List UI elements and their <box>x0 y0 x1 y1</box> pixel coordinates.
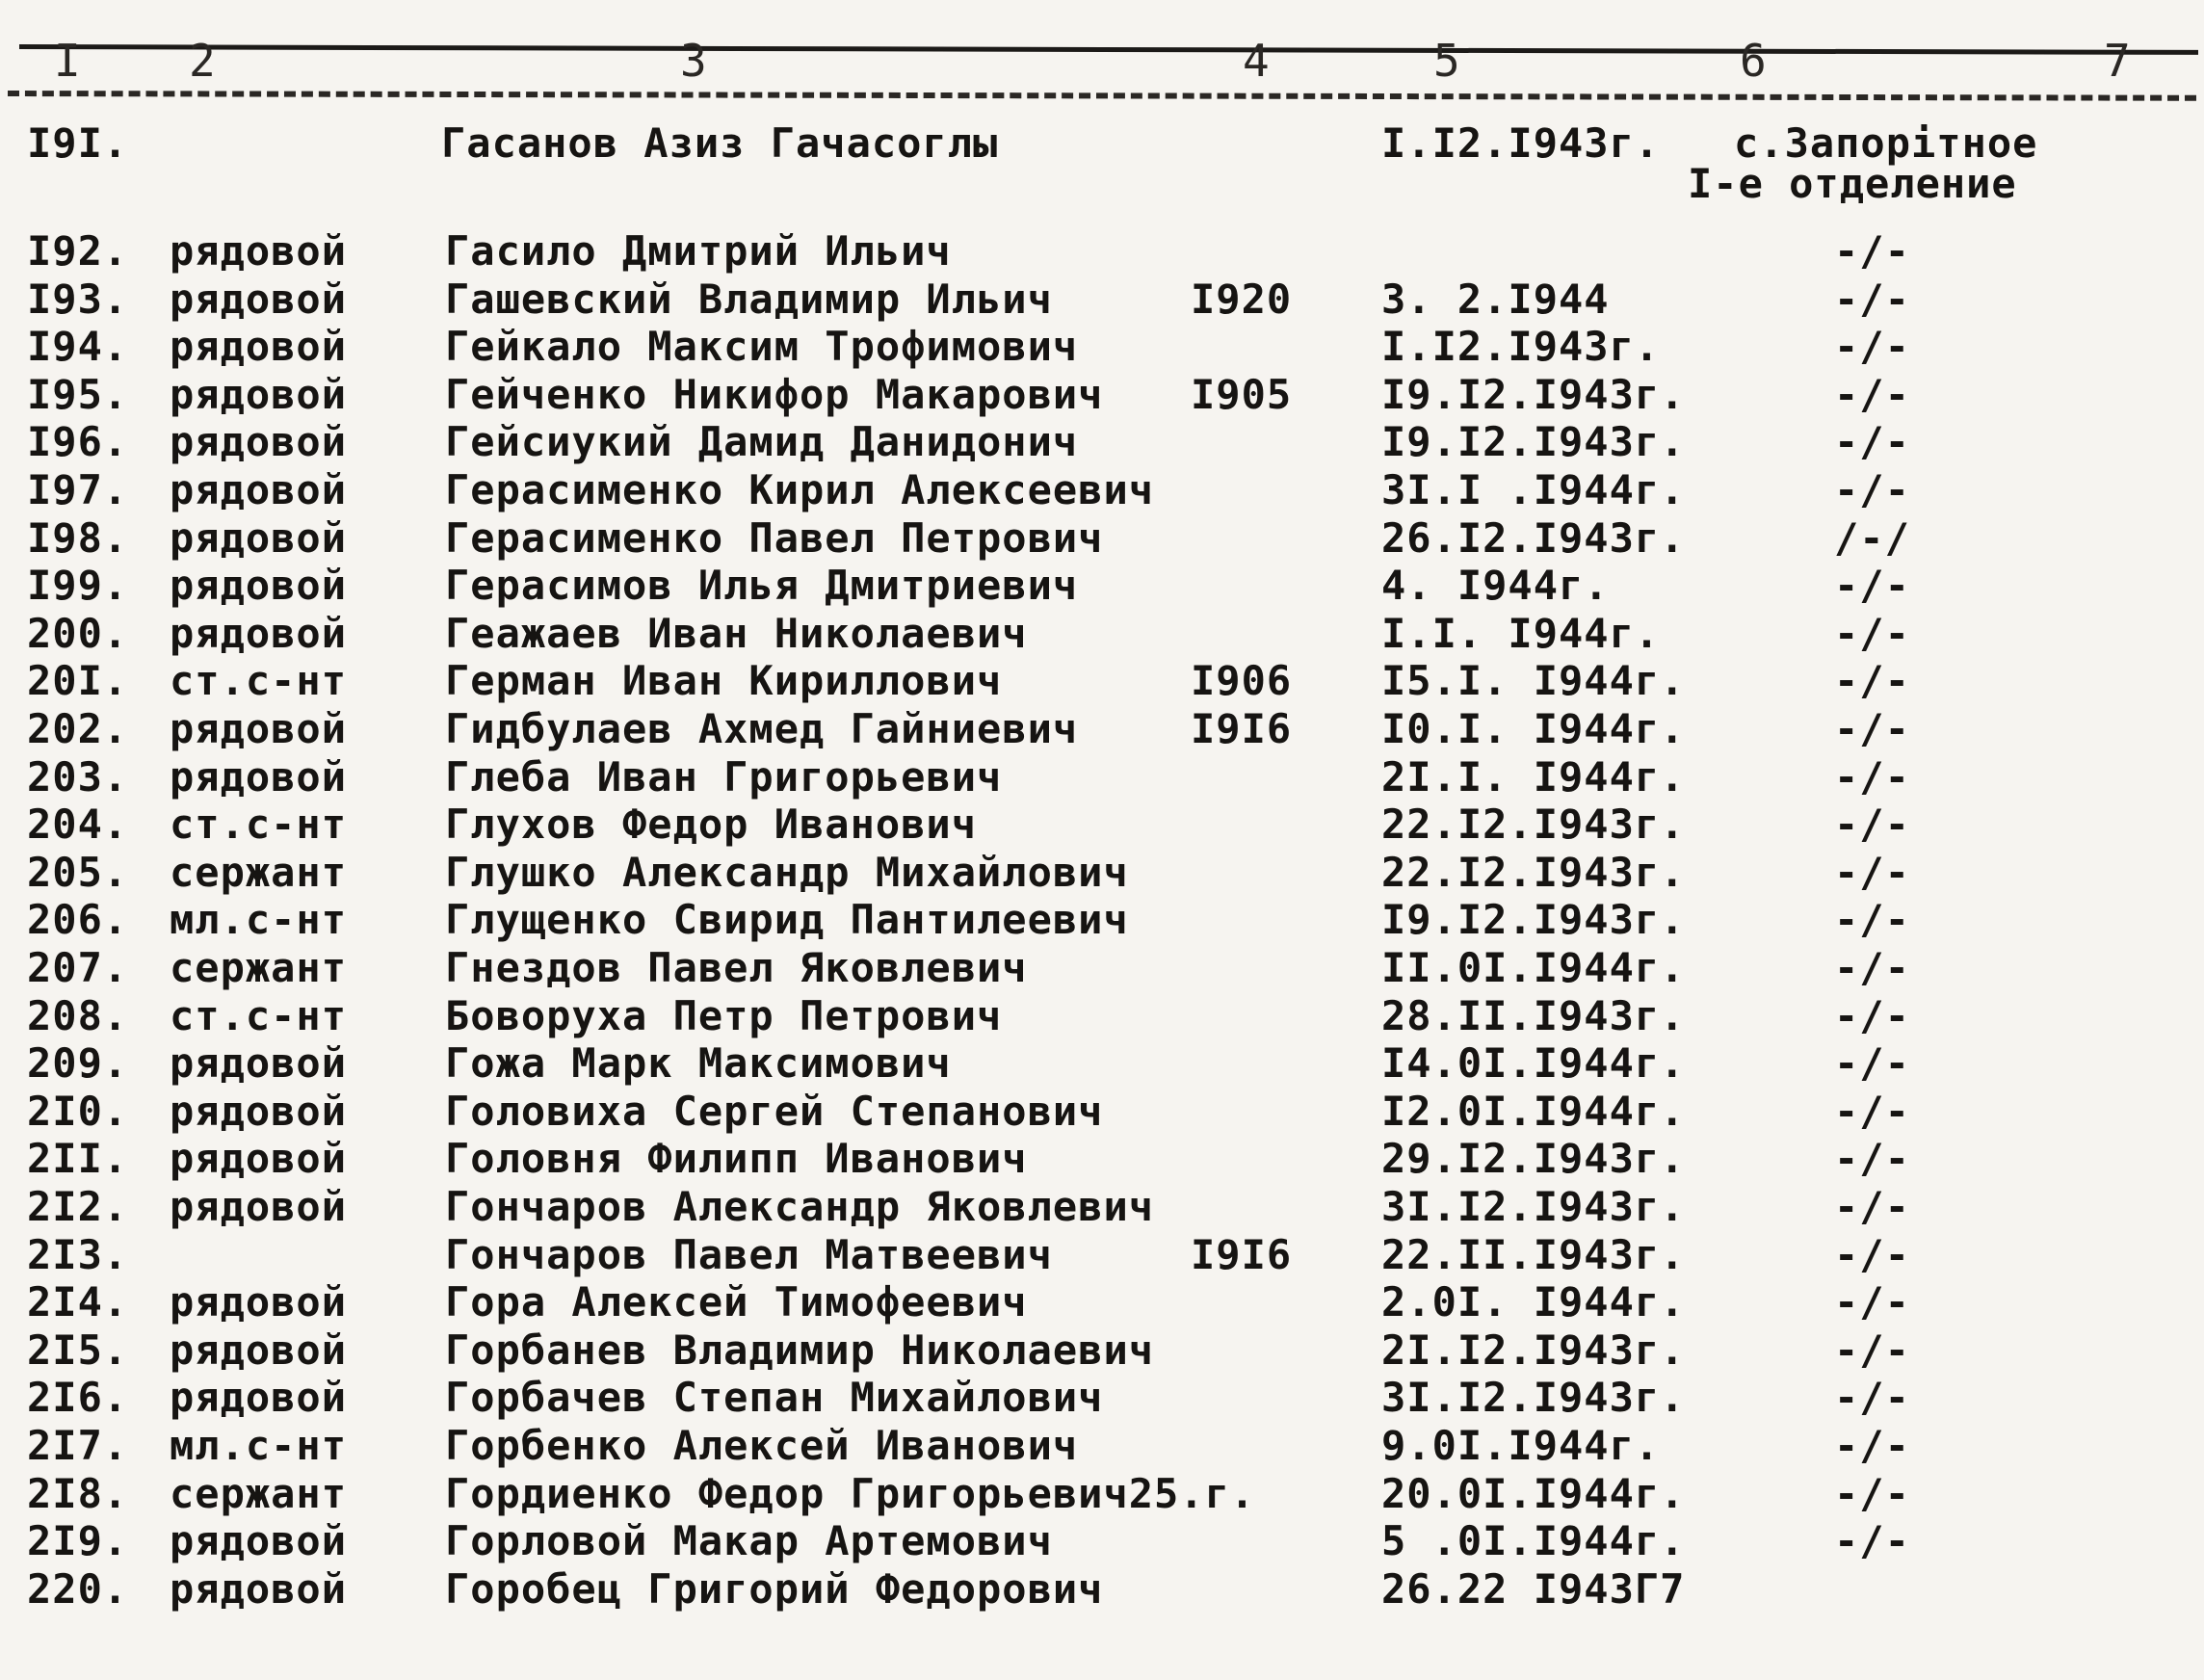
rank: рядовой <box>170 370 348 418</box>
death-date: 26.22 I943Г7 <box>1381 1564 1686 1613</box>
column-number-3: 3 <box>680 35 707 87</box>
person-name: Головня Филипп Иванович <box>445 1135 1028 1183</box>
burial-place: -/- <box>1834 1326 1910 1374</box>
death-date: I.I2.I943г. <box>1381 323 1661 371</box>
table-row <box>0 1278 2204 1326</box>
person-name: Гейченко Никифор Макарович <box>445 370 1104 418</box>
table-row <box>0 610 2204 658</box>
table-row <box>0 1231 2204 1279</box>
death-date: 29.I2.I943г. <box>1381 1135 1686 1183</box>
person-name: Гасанов Азиз Гачасоглы <box>441 119 999 167</box>
death-date: 3. 2.I944 <box>1381 275 1610 323</box>
burial-place: -/- <box>1834 705 1910 752</box>
burial-place: -/- <box>1834 227 1910 275</box>
burial-place: -/- <box>1834 466 1910 513</box>
rank: рядовой <box>170 562 348 610</box>
burial-place: -/- <box>1834 752 1910 801</box>
row-number: I93. <box>27 275 129 323</box>
person-name: Горловой Макар Артемович <box>445 1517 1053 1565</box>
person-name: Глухов Федор Иванович <box>445 801 978 849</box>
death-date: 9.0I.I944г. <box>1381 1422 1661 1469</box>
column-number-2: 2 <box>189 35 216 87</box>
table-row <box>0 992 2204 1040</box>
table-row <box>0 1135 2204 1183</box>
table-row <box>0 371 2204 419</box>
person-name: Герман Иван Кириллович <box>445 657 1003 705</box>
table-row <box>0 323 2204 371</box>
burial-place: -/- <box>1834 1517 1910 1565</box>
top-rule <box>19 44 2198 55</box>
burial-place: -/- <box>1834 896 1910 944</box>
table-row <box>0 801 2204 849</box>
burial-place: -/- <box>1834 1374 1910 1422</box>
row-number: 207. <box>27 944 129 991</box>
rank: сержант <box>170 848 348 896</box>
row-number: 203. <box>27 752 129 801</box>
rank: рядовой <box>170 227 348 275</box>
birth-year: I9I6 <box>1191 1230 1293 1278</box>
row-number: 2I4. <box>27 1278 129 1326</box>
death-date: II.0I.I944г. <box>1381 944 1686 991</box>
rank: рядовой <box>170 1517 348 1565</box>
table-row <box>0 1088 2204 1136</box>
table-row <box>0 276 2204 324</box>
person-name: Гейсиукий Дамид Данидонич <box>445 418 1079 466</box>
person-name: Горбенко Алексей Иванович <box>445 1422 1079 1469</box>
death-date: 22.I2.I943г. <box>1381 801 1686 849</box>
death-date: 26.I2.I943г. <box>1381 513 1686 562</box>
burial-place-subtitle: I-е отделение <box>1688 160 2017 207</box>
rank: рядовой <box>170 275 348 323</box>
death-date: 20.0I.I944г. <box>1381 1469 1686 1517</box>
death-date: I4.0I.I944г. <box>1381 1039 1686 1088</box>
row-number: 206. <box>27 896 129 944</box>
row-number: 2I9. <box>27 1517 129 1565</box>
rank: сержант <box>170 1469 348 1517</box>
rank: рядовой <box>170 1326 348 1374</box>
death-date: I2.0I.I944г. <box>1381 1087 1686 1135</box>
table-row <box>0 849 2204 897</box>
birth-year: I906 <box>1191 657 1293 705</box>
table-row <box>0 1326 2204 1375</box>
burial-place: -/- <box>1834 1039 1910 1088</box>
row-number: 200. <box>27 609 129 657</box>
person-name: Гейкало Максим Трофимович <box>445 323 1079 371</box>
row-number: 220. <box>27 1564 129 1613</box>
row-number: 204. <box>27 801 129 849</box>
table-row <box>0 944 2204 992</box>
row-number: I95. <box>27 370 129 418</box>
death-date: I5.I. I944г. <box>1381 657 1686 705</box>
rank: рядовой <box>170 418 348 466</box>
person-name: Герасимов Илья Дмитриевич <box>445 562 1079 610</box>
person-name: Гожа Марк Максимович <box>445 1039 952 1088</box>
row-number: I98. <box>27 513 129 562</box>
table-row <box>0 896 2204 944</box>
burial-place: -/- <box>1834 848 1910 896</box>
column-number-6: 6 <box>1740 35 1767 87</box>
person-name: Головиха Сергей Степанович <box>445 1087 1104 1135</box>
death-date: 3I.I .I944г. <box>1381 466 1686 513</box>
person-name: Герасименко Кирил Алексеевич <box>445 466 1155 513</box>
rank: рядовой <box>170 705 348 752</box>
rank: ст.с-нт <box>170 657 348 705</box>
row-number: 208. <box>27 991 129 1039</box>
death-date: 28.II.I943г. <box>1381 991 1686 1039</box>
table-row <box>0 1422 2204 1470</box>
rank: ст.с-нт <box>170 991 348 1039</box>
person-name: Горбанев Владимир Николаевич <box>445 1326 1155 1374</box>
burial-place: -/- <box>1834 370 1910 418</box>
death-date: 3I.I2.I943г. <box>1381 1183 1686 1230</box>
burial-place: -/- <box>1834 657 1910 705</box>
table-row <box>0 1039 2204 1088</box>
death-date: 5 .0I.I944г. <box>1381 1517 1686 1565</box>
burial-place: -/- <box>1834 1183 1910 1230</box>
row-number: I99. <box>27 562 129 610</box>
row-number: 2I8. <box>27 1469 129 1517</box>
row-number: I94. <box>27 323 129 371</box>
death-date: 4. I944г. <box>1381 562 1610 610</box>
person-name: Гнездов Павел Яковлевич <box>445 944 1028 991</box>
rank: рядовой <box>170 513 348 562</box>
death-date: 22.I2.I943г. <box>1381 848 1686 896</box>
table-row <box>0 657 2204 705</box>
row-number: 202. <box>27 705 129 752</box>
death-date: 22.II.I943г. <box>1381 1230 1686 1278</box>
burial-place: -/- <box>1834 609 1910 657</box>
person-name: Гончаров Павел Матвеевич <box>445 1230 1053 1278</box>
rank: рядовой <box>170 1564 348 1613</box>
rank: рядовой <box>170 1135 348 1183</box>
burial-place: -/- <box>1834 1278 1910 1326</box>
rank: рядовой <box>170 1278 348 1326</box>
row-number: I96. <box>27 418 129 466</box>
person-name: Герасименко Павел Петрович <box>445 513 1104 562</box>
person-name: Боворуха Петр Петрович <box>445 991 1003 1039</box>
row-number: 2I3. <box>27 1230 129 1278</box>
death-date: 3I.I2.I943г. <box>1381 1374 1686 1422</box>
table-row <box>0 1183 2204 1231</box>
death-date: I.I. I944г. <box>1381 609 1661 657</box>
burial-place: -/- <box>1834 991 1910 1039</box>
rank: мл.с-нт <box>170 1422 348 1469</box>
rank: ст.с-нт <box>170 801 348 849</box>
rank: рядовой <box>170 466 348 513</box>
death-date: 2I.I. I944г. <box>1381 752 1686 801</box>
person-name: Гашевский Владимир Ильич <box>445 275 1053 323</box>
burial-place: -/- <box>1834 1469 1910 1517</box>
burial-place: -/- <box>1834 1087 1910 1135</box>
table-row <box>0 753 2204 801</box>
person-name: Горбачев Степан Михайлович <box>445 1374 1104 1422</box>
table-row <box>0 418 2204 466</box>
burial-place: -/- <box>1834 562 1910 610</box>
header-dashed-rule <box>8 91 2196 101</box>
table-row <box>0 705 2204 753</box>
rank: рядовой <box>170 609 348 657</box>
burial-place: -/- <box>1834 1422 1910 1469</box>
table-row <box>0 466 2204 514</box>
birth-year: I9I6 <box>1191 705 1293 752</box>
person-name: Горобец Григорий Федорович <box>445 1564 1104 1613</box>
table-row <box>0 1470 2204 1518</box>
table-row <box>0 1517 2204 1565</box>
burial-place: /-/ <box>1834 513 1910 562</box>
burial-place: -/- <box>1834 418 1910 466</box>
row-number: I92. <box>27 227 129 275</box>
death-date: I9.I2.I943г. <box>1381 418 1686 466</box>
burial-place: -/- <box>1834 275 1910 323</box>
death-date: 2I.I2.I943г. <box>1381 1326 1686 1374</box>
row-number: 2I6. <box>27 1374 129 1422</box>
death-date: I0.I. I944г. <box>1381 705 1686 752</box>
burial-place: -/- <box>1834 1230 1910 1278</box>
rank: рядовой <box>170 1183 348 1230</box>
row-number: 2II. <box>27 1135 129 1183</box>
birth-year: I905 <box>1191 370 1293 418</box>
table-row <box>0 562 2204 610</box>
person-name: Глущенко Свирид Пантилеевич <box>445 896 1129 944</box>
burial-place: -/- <box>1834 1135 1910 1183</box>
table-row <box>0 227 2204 276</box>
row-number: 2I0. <box>27 1087 129 1135</box>
table-row <box>0 1565 2204 1614</box>
row-number: 209. <box>27 1039 129 1088</box>
person-name: Глеба Иван Григорьевич <box>445 752 1003 801</box>
person-name: Геажаев Иван Николаевич <box>445 609 1028 657</box>
table-row <box>0 514 2204 563</box>
person-name: Гидбулаев Ахмед Гайниевич <box>445 705 1079 752</box>
burial-place: -/- <box>1834 323 1910 371</box>
birth-year: I920 <box>1191 275 1293 323</box>
row-number: I9I. <box>27 119 129 167</box>
rank: рядовой <box>170 752 348 801</box>
column-number-4: 4 <box>1243 35 1270 87</box>
row-number: 205. <box>27 848 129 896</box>
rank: рядовой <box>170 1039 348 1088</box>
row-number: 2I5. <box>27 1326 129 1374</box>
rank: рядовой <box>170 323 348 371</box>
person-name: Гасило Дмитрий Ильич <box>445 227 952 275</box>
column-number-5: 5 <box>1433 35 1460 87</box>
row-number: 2I7. <box>27 1422 129 1469</box>
rank: рядовой <box>170 1087 348 1135</box>
burial-place: -/- <box>1834 801 1910 849</box>
death-date: I.I2.I943г. <box>1381 119 1661 167</box>
person-name: Гончаров Александр Яковлевич <box>445 1183 1155 1230</box>
death-date: I9.I2.I943г. <box>1381 370 1686 418</box>
rank: мл.с-нт <box>170 896 348 944</box>
row-number: I97. <box>27 466 129 513</box>
person-name: Гора Алексей Тимофеевич <box>445 1278 1028 1326</box>
row-number: 20I. <box>27 657 129 705</box>
rank: рядовой <box>170 1374 348 1422</box>
burial-place: -/- <box>1834 944 1910 991</box>
column-number-1: I <box>54 35 81 87</box>
burial-place: с.Запорiтное <box>1734 119 2038 167</box>
row-number: 2I2. <box>27 1183 129 1230</box>
death-date: 2.0I. I944г. <box>1381 1278 1686 1326</box>
rank: сержант <box>170 944 348 991</box>
column-number-7: 7 <box>2104 35 2131 87</box>
person-name: Гордиенко Федор Григорьевич25.г. <box>445 1469 1256 1517</box>
table-row <box>0 1374 2204 1422</box>
death-date: I9.I2.I943г. <box>1381 896 1686 944</box>
person-name: Глушко Александр Михайлович <box>445 848 1129 896</box>
